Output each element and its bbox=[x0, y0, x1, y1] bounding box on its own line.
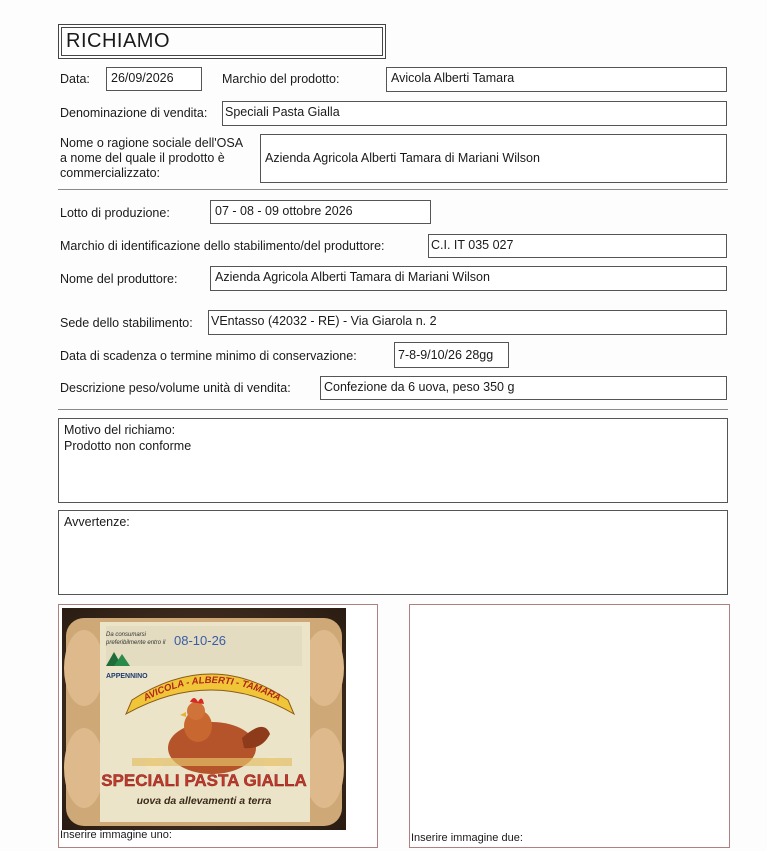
produttore-field[interactable]: Azienda Agricola Alberti Tamara di Mariani Wilson bbox=[210, 266, 727, 291]
data-label: Data: bbox=[60, 72, 90, 86]
osa-field[interactable]: Azienda Agricola Alberti Tamara di Mariani Wilson bbox=[260, 134, 727, 183]
motivo-box[interactable] bbox=[58, 418, 728, 503]
data-field[interactable]: 26/09/2026 bbox=[106, 67, 202, 91]
sede-field[interactable]: VEntasso (42032 - RE) - Via Giarola n. 2 bbox=[208, 310, 727, 335]
lotto-label: Lotto di produzione: bbox=[60, 206, 170, 220]
carton-cup-left-top bbox=[64, 630, 104, 706]
scadenza-label: Data di scadenza o termine minimo di conservazione: bbox=[60, 349, 357, 363]
product-name: SPECIALI PASTA GIALLA bbox=[101, 771, 307, 790]
scadenza-field[interactable]: 7-8-9/10/26 28gg bbox=[394, 342, 509, 368]
brand-arc-text: AVICOLA - ALBERTI - TAMARA bbox=[141, 674, 283, 704]
straw bbox=[132, 758, 292, 766]
image-frame-two[interactable] bbox=[409, 604, 730, 848]
marchio-label: Marchio del prodotto: bbox=[222, 72, 340, 86]
product-tagline: uova da allevamenti a terra bbox=[136, 795, 272, 807]
sede-label: Sede dello stabilimento: bbox=[60, 316, 193, 330]
marchio-id-label: Marchio di identificazione dello stabilimento/del produttore: bbox=[60, 239, 385, 253]
produttore-label: Nome del produttore: bbox=[60, 272, 178, 286]
peso-label: Descrizione peso/volume unità di vendita: bbox=[60, 381, 291, 395]
osa-label-line3: commercializzato: bbox=[60, 166, 161, 180]
avvertenze-box[interactable] bbox=[58, 510, 728, 595]
motivo-value: Prodotto non conforme bbox=[64, 439, 192, 453]
image-caption-one: Inserire immagine uno: bbox=[60, 829, 172, 841]
avvertenze-label: Avvertenze: bbox=[64, 515, 130, 529]
product-photo bbox=[62, 608, 346, 830]
lotto-field[interactable]: 07 - 08 - 09 ottobre 2026 bbox=[210, 200, 431, 224]
small-text-1: Da consumarsi bbox=[106, 632, 147, 638]
section-divider bbox=[58, 189, 728, 190]
osa-label-line1: Nome o ragione sociale dell'OSA bbox=[60, 136, 244, 150]
date-stamp: 08-10-26 bbox=[174, 633, 227, 648]
hen-head bbox=[187, 702, 205, 720]
peso-field[interactable]: Confezione da 6 uova, peso 350 g bbox=[320, 376, 727, 400]
denominazione-label: Denominazione di vendita: bbox=[60, 106, 208, 120]
osa-label-line2: a nome del quale il prodotto è bbox=[60, 151, 225, 165]
logo-text: APPENNINO bbox=[106, 673, 148, 680]
hen-body bbox=[168, 722, 256, 774]
small-text-2: preferibilmente entro il bbox=[106, 640, 166, 646]
marchio-field[interactable]: Avicola Alberti Tamara bbox=[386, 67, 727, 92]
section-divider-2 bbox=[58, 409, 728, 410]
page-title: RICHIAMO bbox=[61, 27, 383, 56]
carton-cup-left-bottom bbox=[64, 728, 104, 808]
denominazione-field[interactable]: Speciali Pasta Gialla bbox=[222, 101, 727, 126]
motivo-label: Motivo del richiamo: bbox=[64, 423, 176, 437]
image-caption-two: Inserire immagine due: bbox=[411, 832, 523, 844]
marchio-id-field[interactable]: C.I. IT 035 027 bbox=[428, 234, 727, 258]
